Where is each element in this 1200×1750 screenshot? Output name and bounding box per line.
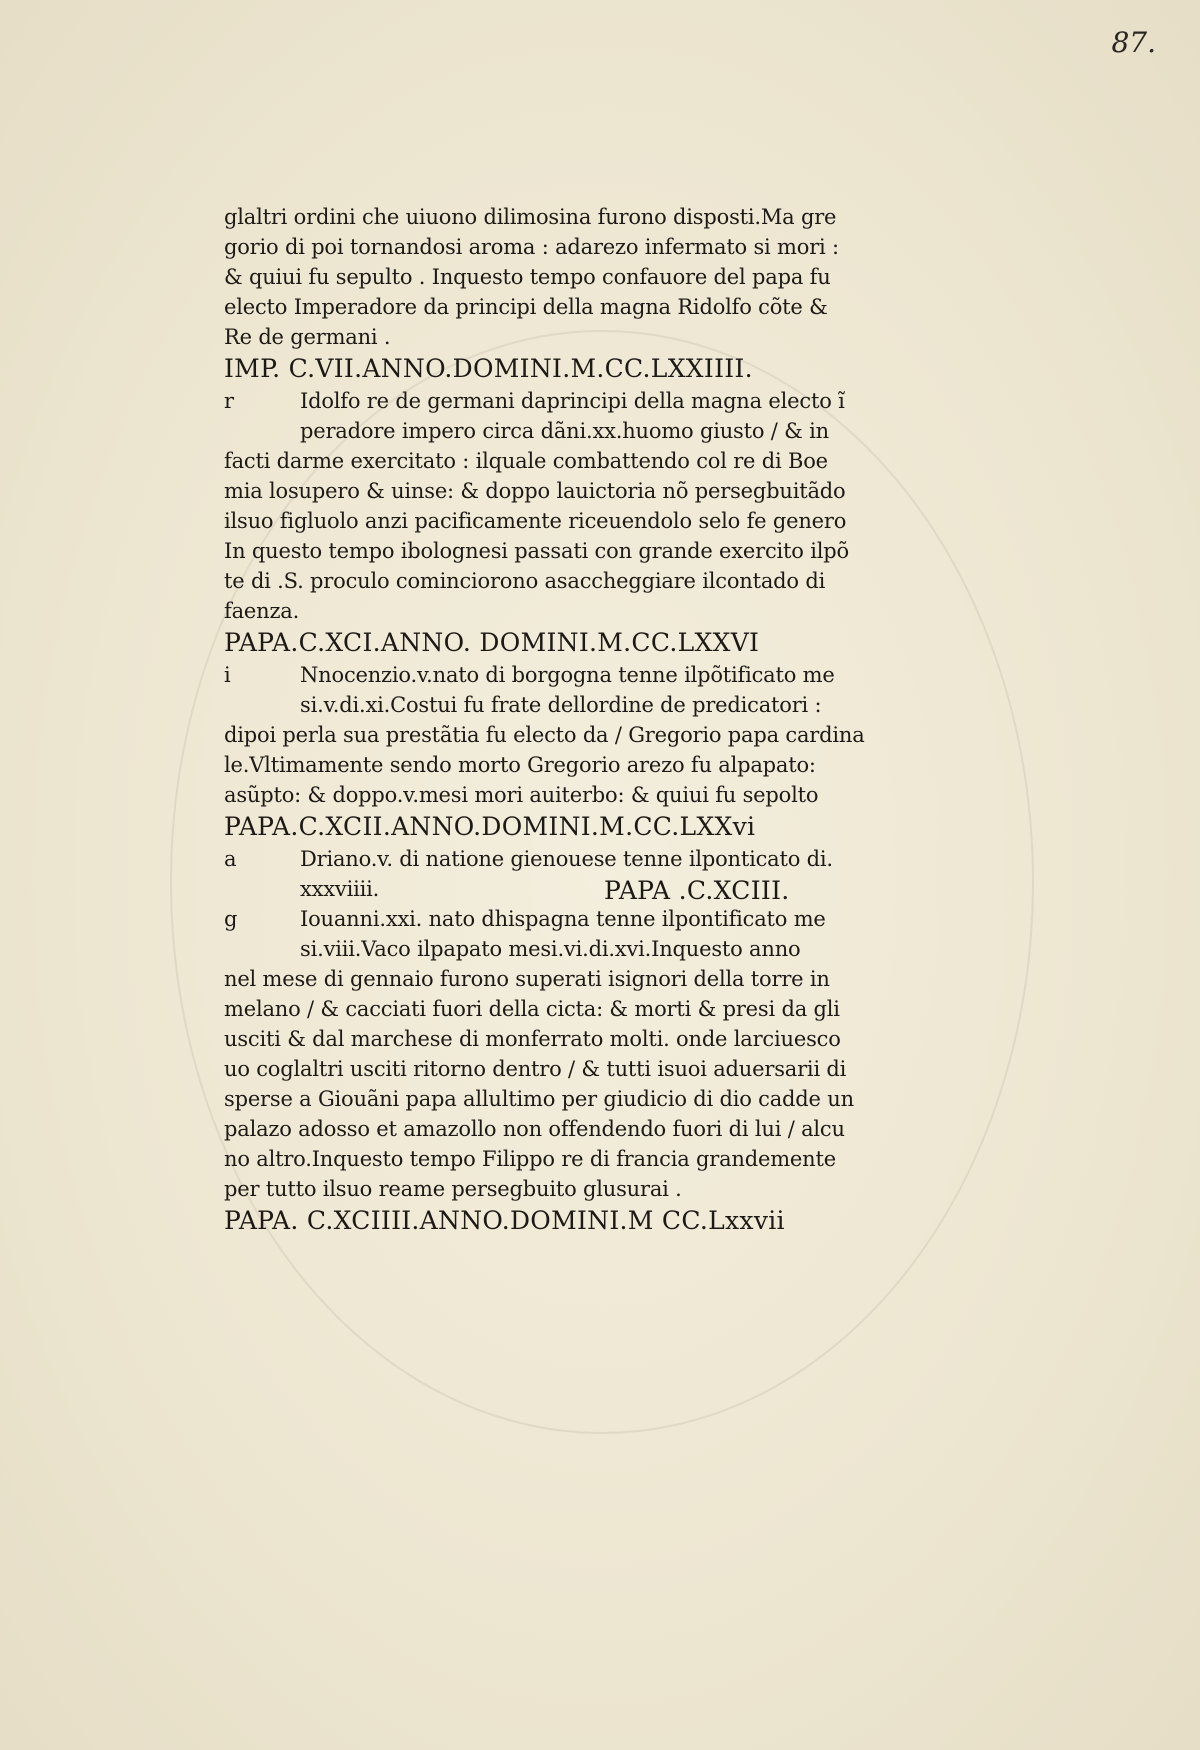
text-line bbox=[224, 506, 924, 536]
heading-text: IMP. C.VII.ANNO.DOMINI.M.CC.LXXIIII. bbox=[224, 354, 753, 383]
line-text: no altro.Inquesto tempo Filippo re di francia grandemente bbox=[224, 1147, 836, 1171]
text-line bbox=[224, 202, 924, 232]
line-text: ilsuo figluolo anzi pacificamente riceuendolo selo fe genero bbox=[224, 509, 847, 533]
line-text: nel mese di gennaio furono superati isignori della torre in bbox=[224, 967, 830, 991]
line-text: Driano.v. di natione gienouese tenne ilponticato di. bbox=[300, 847, 833, 871]
line-text: gorio di poi tornandosi aroma : adarezo infermato si mori : bbox=[224, 235, 839, 259]
text-line bbox=[224, 1054, 924, 1084]
line-text: palazo adosso et amazollo non offendendo fuori di lui / alcu bbox=[224, 1117, 845, 1141]
text-line bbox=[224, 720, 924, 750]
text-line-indented bbox=[224, 874, 924, 904]
text-line bbox=[224, 1084, 924, 1114]
text-line bbox=[224, 566, 924, 596]
text-block bbox=[224, 202, 924, 1238]
line-text: glaltri ordini che uiuono dilimosina furono disposti.Ma gre bbox=[224, 205, 837, 229]
line-text: Iouanni.xxi. nato dhispagna tenne ilpontificato me bbox=[300, 907, 826, 931]
line-text: te di .S. proculo cominciorono asaccheggiare ilcontado di bbox=[224, 569, 826, 593]
text-line bbox=[224, 596, 924, 626]
text-line bbox=[224, 750, 924, 780]
text-line bbox=[224, 1144, 924, 1174]
section-heading bbox=[224, 352, 924, 386]
text-line-with-initial bbox=[224, 844, 924, 874]
text-line bbox=[224, 232, 924, 262]
text-line-indented bbox=[224, 416, 924, 446]
line-text: usciti & dal marchese di monferrato molti. onde larciuesco bbox=[224, 1027, 841, 1051]
text-line bbox=[224, 1114, 924, 1144]
line-text: uo coglaltri usciti ritorno dentro / & tutti isuoi aduersarii di bbox=[224, 1057, 847, 1081]
line-text: Idolfo re de germani daprincipi della magna electo ĩ bbox=[300, 389, 845, 413]
guide-letter: i bbox=[224, 663, 231, 687]
line-text: peradore impero circa dãni.xx.huomo giusto / & in bbox=[300, 419, 829, 443]
text-line bbox=[224, 476, 924, 506]
text-line-indented bbox=[224, 934, 924, 964]
heading-text: PAPA.C.XCII.ANNO.DOMINI.M.CC.LXXvi bbox=[224, 812, 756, 841]
line-text: melano / & cacciati fuori della cicta: & morti & presi da gli bbox=[224, 997, 840, 1021]
text-line-indented bbox=[224, 690, 924, 720]
line-text: le.Vltimamente sendo morto Gregorio arezo fu alpapato: bbox=[224, 753, 816, 777]
line-text: sperse a Giouãni papa allultimo per giudicio di dio cadde un bbox=[224, 1087, 854, 1111]
line-text: Nnocenzio.v.nato di borgogna tenne ilpõtificato me bbox=[300, 663, 835, 687]
folio-number: 87. bbox=[1111, 26, 1156, 59]
heading-text: PAPA.C.XCI.ANNO. DOMINI.M.CC.LXXVI bbox=[224, 628, 760, 657]
section-heading bbox=[224, 626, 924, 660]
guide-letter: r bbox=[224, 389, 234, 413]
guide-letter: a bbox=[224, 847, 237, 871]
line-text: xxxviiii. bbox=[300, 877, 380, 901]
heading-text: PAPA. C.XCIIII.ANNO.DOMINI.M CC.Lxxvii bbox=[224, 1206, 785, 1235]
text-line-with-initial bbox=[224, 660, 924, 690]
text-line-with-initial bbox=[224, 904, 924, 934]
line-text: si.v.di.xi.Costui fu frate dellordine de predicatori : bbox=[300, 693, 822, 717]
line-text: facti darme exercitato : ilquale combattendo col re di Boe bbox=[224, 449, 828, 473]
guide-letter: g bbox=[224, 907, 238, 931]
text-line bbox=[224, 780, 924, 810]
line-text: electo Imperadore da principi della magna Ridolfo cõte & bbox=[224, 295, 828, 319]
line-text: & quiui fu sepulto . Inquesto tempo confauore del papa fu bbox=[224, 265, 831, 289]
line-text: asũpto: & doppo.v.mesi mori auiterbo: & quiui fu sepolto bbox=[224, 783, 819, 807]
section-heading bbox=[224, 810, 924, 844]
text-line bbox=[224, 1174, 924, 1204]
text-line bbox=[224, 322, 924, 352]
text-line bbox=[224, 262, 924, 292]
line-text: In questo tempo ibolognesi passati con grande exercito ilpõ bbox=[224, 539, 849, 563]
inline-heading: PAPA .C.XCIII. bbox=[604, 876, 790, 905]
section-heading bbox=[224, 1204, 924, 1238]
text-line bbox=[224, 964, 924, 994]
line-text: Re de germani . bbox=[224, 325, 391, 349]
line-text: mia losupero & uinse: & doppo lauictoria nõ persegbuitãdo bbox=[224, 479, 846, 503]
text-line bbox=[224, 994, 924, 1024]
text-line bbox=[224, 446, 924, 476]
line-text: si.viii.Vaco ilpapato mesi.vi.di.xvi.Inquesto anno bbox=[300, 937, 801, 961]
line-text: faenza. bbox=[224, 599, 300, 623]
text-line bbox=[224, 536, 924, 566]
text-line bbox=[224, 292, 924, 322]
text-line bbox=[224, 1024, 924, 1054]
line-text: dipoi perla sua prestãtia fu electo da / Gregorio papa cardina bbox=[224, 723, 865, 747]
line-text: per tutto ilsuo reame persegbuito glusurai . bbox=[224, 1177, 682, 1201]
text-line-with-initial bbox=[224, 386, 924, 416]
